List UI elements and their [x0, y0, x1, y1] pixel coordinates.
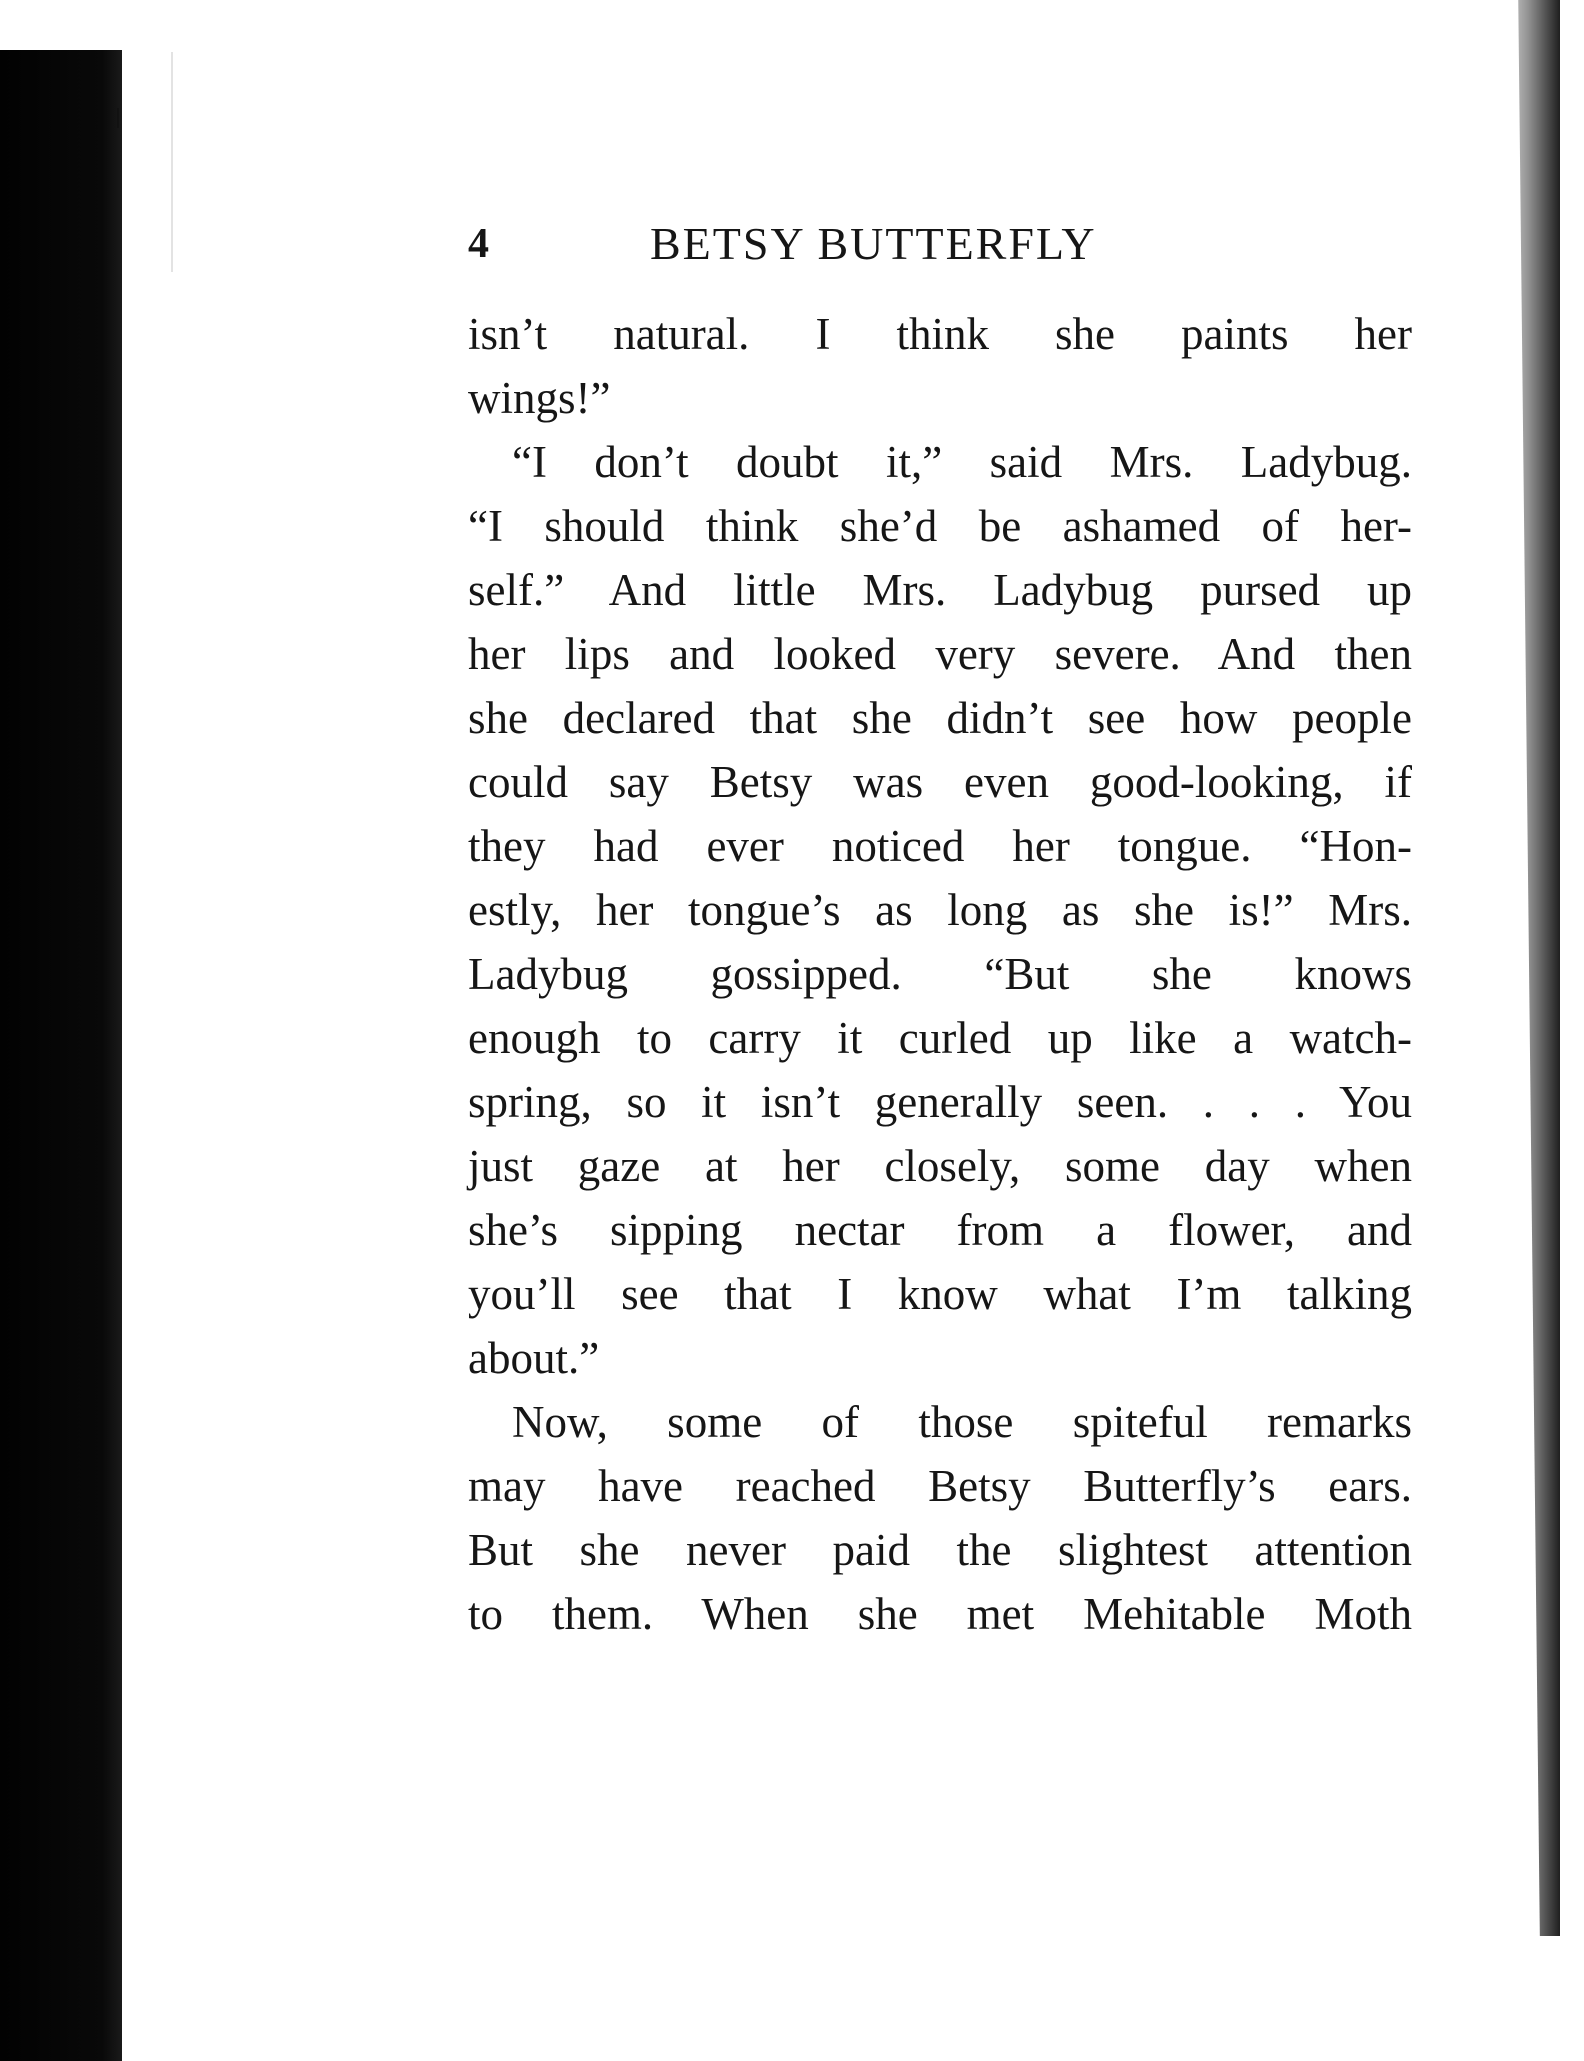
text-line: she’s sipping nectar from a flower, and — [468, 1205, 1412, 1255]
text-line: self.” And little Mrs. Ladybug pursed up — [468, 565, 1412, 615]
text-line: “I should think she’d be ashamed of her- — [468, 501, 1412, 551]
text-line: spring, so it isn’t generally seen. . . . You — [468, 1077, 1412, 1127]
text-line: wings!” — [468, 373, 611, 423]
text-line: estly, her tongue’s as long as she is!” Mrs. — [468, 885, 1412, 935]
text-line: her lips and looked very severe. And then — [468, 629, 1412, 679]
scan-mark — [171, 52, 173, 272]
page-text — [468, 302, 1412, 1646]
text-line: could say Betsy was even good-looking, if — [468, 757, 1412, 807]
running-head — [468, 216, 1412, 280]
text-line: may have reached Betsy Butterfly’s ears. — [468, 1461, 1412, 1511]
text-line: about.” — [468, 1333, 600, 1383]
text-line: they had ever noticed her tongue. “Hon- — [468, 821, 1412, 871]
text-line: “I don’t doubt it,” said Mrs. Ladybug. — [512, 437, 1412, 487]
page-number: 4 — [468, 221, 489, 267]
book-title: BETSY BUTTERFLY — [650, 218, 1097, 269]
text-line: to them. When she met Mehitable Moth — [468, 1589, 1412, 1639]
text-line: Now, some of those spiteful remarks — [512, 1397, 1412, 1447]
text-line: Ladybug gossipped. “But she knows — [468, 949, 1412, 999]
left-page-shadow — [0, 50, 122, 2061]
text-line: But she never paid the slightest attention — [468, 1525, 1412, 1575]
right-page-shadow — [1488, 0, 1560, 1936]
text-line: just gaze at her closely, some day when — [468, 1141, 1412, 1191]
text-line: enough to carry it curled up like a watch- — [468, 1013, 1412, 1063]
text-line: she declared that she didn’t see how people — [468, 693, 1412, 743]
scan-mark — [117, 108, 119, 128]
text-line: you’ll see that I know what I’m talking — [468, 1269, 1412, 1319]
text-line: isn’t natural. I think she paints her — [468, 309, 1412, 359]
